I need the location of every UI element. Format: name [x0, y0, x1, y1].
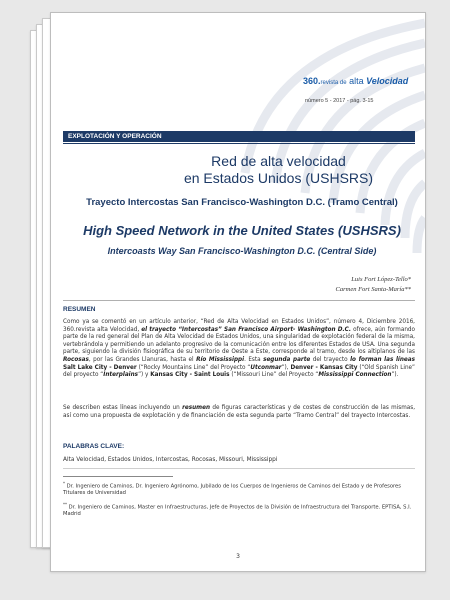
- divider-rule: [63, 300, 415, 301]
- page-number: 3: [236, 553, 240, 560]
- resumen-text: ”) y: [138, 372, 149, 379]
- resumen-text: , por las Grandes Llanuras, hasta el: [88, 356, 194, 363]
- resumen-emphasis: lo forman las líneas: [350, 356, 416, 363]
- resumen-text: Como ya se comentó en un artículo anterior, “Red de Alta Velocidad en Estados Unidos”, número 4, Diciembre 2016, 360.revista alta Velocidad,: [63, 319, 415, 333]
- english-title: High Speed Network in the United States (USHSRS): [83, 223, 401, 238]
- resumen-emphasis: segunda parte: [263, 356, 311, 363]
- footnote-marker: **: [63, 502, 67, 507]
- spanish-title: [161, 153, 396, 187]
- resumen-text: . Esta: [244, 356, 261, 363]
- brand-velocidad: Velocidad: [366, 76, 409, 86]
- footnote-marker: *: [63, 481, 65, 486]
- resumen-paragraph-2: [63, 405, 415, 420]
- resumen-text: ofrece, aún formando parte de la red general del Plan de Alta Velocidad de Estados Unidos, una singularidad de explotación federal de la misma, vertebrándola y permitiendo un adelanto progresivo de la comunicación entre los diferentes Estados de USA. Una segunda parte, siguiendo la división fisiográfica de su territorio de Oeste a Este, corresponde al tramo, desde los altiplanos de las: [63, 326, 416, 356]
- resumen-emphasis: el trayecto “Intercostas” San Francisco Airport- Washington D.C.: [141, 326, 352, 333]
- resumen-emphasis: Utconmar: [250, 364, 282, 371]
- resumen-bold: Salt Lake City - Denver: [63, 364, 137, 371]
- resumen-heading: RESUMEN: [63, 306, 96, 313]
- footnote-2: [63, 502, 415, 518]
- resumen-bold: Kansas City - Saint Louis: [150, 372, 230, 379]
- brand-small-text: revista de: [320, 80, 347, 86]
- english-subtitle: Intercoasts Way San Francisco-Washington D.C. (Central Side): [107, 246, 377, 256]
- author-1: Luis Fort López-Tello*: [351, 276, 411, 283]
- resumen-emphasis: Mississippi Connection: [318, 372, 392, 379]
- footnote-1: [63, 481, 415, 497]
- resumen-text: Se describen estas líneas incluyendo un: [63, 405, 180, 411]
- resumen-text: (“Old Spanish Line” del proyecto “: [63, 364, 415, 379]
- section-bar: EXPLOTACIÓN Y OPERACIÓN: [63, 131, 415, 142]
- author-2: Carmen Fort Santa-María**: [335, 286, 411, 293]
- brand-alta: alta: [349, 76, 367, 86]
- spanish-subtitle: Trayecto Intercostas San Francisco-Washington D.C. (Tramo Central): [86, 197, 398, 208]
- section-divider: [63, 143, 415, 144]
- resumen-emphasis: resumen: [182, 405, 210, 411]
- resumen-text: (“Rocky Mountains Line” del Proyecto “: [138, 364, 251, 371]
- spanish-title-line-2: en Estados Unidos (USHSRS): [183, 170, 374, 186]
- author-list: [231, 275, 411, 295]
- article-page: [50, 12, 426, 572]
- footnote-text: Dr. Ingeniero de Caminos, Dr. Ingeniero Agrónomo, Jubilado de los Cuerpos de Ingenieros de Caminos del Estado y de Profesores Titulares de Universidad: [63, 483, 401, 497]
- spanish-title-line-1: Red de alta velocidad: [211, 153, 346, 169]
- keywords-heading: PALABRAS CLAVE:: [63, 443, 125, 450]
- resumen-emphasis: Río Mississippi: [196, 356, 245, 363]
- resumen-emphasis: Interplains: [103, 372, 139, 379]
- resumen-text: ”),: [281, 364, 289, 371]
- resumen-text: del trayecto: [312, 356, 348, 363]
- resumen-text: (“Missouri Line” del Proyecto “: [231, 372, 319, 379]
- resumen-text: ”).: [391, 372, 399, 379]
- keywords-text: Alta Velocidad, Estados Unidos, Intercostas, Rocosas, Missouri, Mississippi: [63, 457, 278, 463]
- divider-rule: [63, 468, 415, 469]
- footnote-rule: [63, 476, 173, 477]
- brand-number: 360.: [303, 76, 321, 86]
- resumen-emphasis: Rocosas: [63, 356, 89, 363]
- journal-brand: [303, 76, 408, 86]
- issue-info: número 5 - 2017 - pág. 3-15: [305, 98, 374, 104]
- resumen-text: de figuras características y de costes de construcción de las mismas, así como una propuesta de explotación y de financiación de esta segunda parte “Tramo Central” del trayecto Intercostas.: [63, 405, 416, 419]
- resumen-paragraph-1: [63, 319, 415, 380]
- resumen-bold: Denver - Kansas City: [290, 364, 358, 371]
- footnote-text: Dr. Ingeniero de Caminos, Master en Infraestructuras, Jefe de Proyectos de la División de Infraestructura del Transporte. EPTISA, S.I. Madrid: [63, 504, 412, 518]
